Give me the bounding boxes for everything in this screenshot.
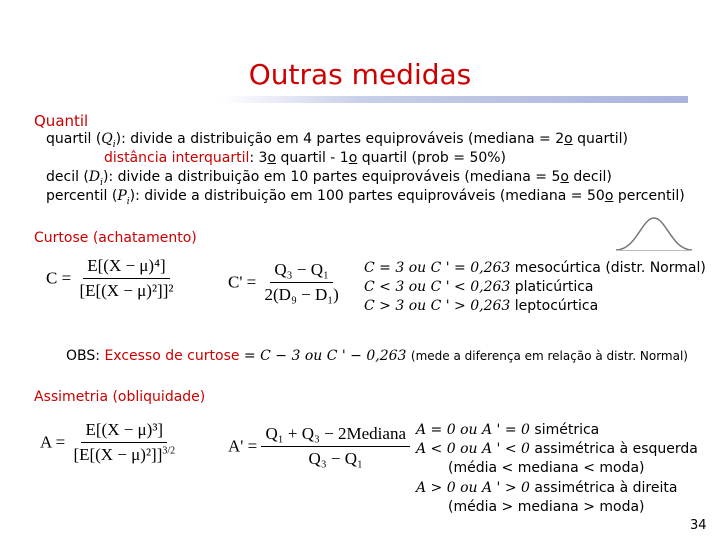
- assimetria-formula-a-fraction: [69, 420, 179, 465]
- curtose-formula-c2-fraction: [261, 260, 343, 305]
- assimetria-formula-a: [40, 420, 179, 465]
- obs-label: OBS:: [66, 348, 105, 364]
- assimetria-condition-1: [416, 422, 599, 438]
- assimetria-condition-3: [416, 480, 677, 496]
- curtose-formula-c2-numerator: Q₃ − Q₁: [270, 260, 333, 283]
- interquartil-line: [104, 150, 506, 166]
- curtose-formula-c2-lhs: C' =: [228, 272, 257, 292]
- percentil-line: [46, 188, 685, 207]
- decil-subscript: i: [100, 177, 104, 188]
- assimetria-condition-1-expr: A = 0 ou A ' = 0: [416, 422, 530, 438]
- assimetria-formula-a-denominator: [69, 443, 179, 465]
- curtose-condition-2-expr: C < 3 ou C ' < 0,263: [364, 279, 511, 295]
- percentil-tail: percentil): [613, 188, 685, 204]
- assimetria-heading: Assimetria (obliquidade): [34, 389, 206, 405]
- quartil-label: quartil (: [46, 131, 102, 147]
- curtose-condition-2-label: platicúrtica: [510, 279, 594, 295]
- assimetria-formula-a2-lhs: A' =: [228, 436, 258, 456]
- curtose-formula-c-numerator: E[(X − μ)⁴]: [83, 256, 169, 279]
- curtose-formula-c-fraction: [75, 256, 177, 301]
- decil-tail: decil): [568, 169, 612, 185]
- assimetria-condition-3-label: assimétrica à direita: [529, 480, 678, 496]
- assimetria-condition-3-expr: A > 0 ou A ' > 0: [416, 480, 530, 496]
- assimetria-condition-2-expr: A < 0 ou A ' < 0: [416, 441, 530, 457]
- assimetria-formula-a2-numerator: Q₁ + Q₃ − 2Mediana: [261, 424, 410, 447]
- curtose-formula-c2: [228, 260, 343, 305]
- decil-symbol: D: [88, 169, 101, 185]
- curtose-condition-3: [364, 298, 598, 314]
- assimetria-condition-3-note: (média > mediana > moda): [448, 499, 645, 515]
- curtose-condition-1: [364, 260, 706, 276]
- quartil-line: [46, 131, 628, 150]
- percentil-label: percentil (: [46, 188, 118, 204]
- normal-curve-icon: [614, 214, 694, 254]
- assimetria-formula-a-denominator-base: [E[(X − μ)²]]: [73, 445, 163, 464]
- curtose-formula-c-denominator: [E[(X − μ)²]]²: [79, 281, 174, 300]
- assimetria-condition-2: [416, 441, 698, 457]
- curtose-condition-1-label: mesocúrtica (distr. Normal): [510, 260, 706, 276]
- quantil-heading: Quantil: [34, 112, 89, 130]
- obs-note: (mede a diferença em relação à distr. Normal): [410, 349, 688, 363]
- assimetria-formula-a2-fraction: [261, 424, 410, 469]
- interquartil-text-a: : 3: [249, 150, 268, 166]
- interquartil-text-c: quartil (prob = 50%): [357, 150, 507, 166]
- interquartil-ordinal-1: o: [267, 150, 277, 166]
- quartil-tail: quartil): [572, 131, 628, 147]
- curtose-formula-c: [46, 256, 177, 301]
- curtose-condition-3-expr: C > 3 ou C ' > 0,263: [364, 298, 511, 314]
- percentil-text: ): divide a distribuição em 100 partes equiprováveis (mediana = 50: [129, 188, 605, 204]
- percentil-subscript: i: [126, 196, 130, 207]
- curtose-heading: Curtose (achatamento): [34, 230, 197, 246]
- decil-ordinal: o: [560, 169, 569, 185]
- interquartil-label: distância interquartil: [104, 150, 250, 166]
- quartil-text: ): divide a distribuição em 4 partes equiprováveis (mediana = 2: [115, 131, 565, 147]
- curtose-condition-3-label: leptocúrtica: [510, 298, 599, 314]
- assimetria-condition-2-note: (média < mediana < moda): [448, 460, 645, 476]
- decil-line: [46, 169, 612, 188]
- page-number: 34: [690, 518, 707, 533]
- decil-text: ): divide a distribuição em 10 partes equiprováveis (mediana = 5: [103, 169, 561, 185]
- interquartil-text-b: quartil - 1: [276, 150, 349, 166]
- quartil-symbol: Q: [101, 131, 113, 147]
- curtose-condition-1-expr: C = 3 ou C ' = 0,263: [364, 260, 511, 276]
- percentil-ordinal: o: [604, 188, 614, 204]
- obs-line: [66, 348, 688, 364]
- assimetria-formula-a-exponent: 3/2: [162, 445, 176, 457]
- assimetria-condition-2-label: assimétrica à esquerda: [529, 441, 698, 457]
- curtose-formula-c2-denominator: 2(D₉ − D₁): [264, 285, 339, 304]
- quartil-ordinal: o: [564, 131, 573, 147]
- assimetria-formula-a-numerator: E[(X − μ)³]: [81, 420, 167, 443]
- assimetria-formula-a-lhs: A =: [40, 432, 66, 452]
- obs-excess-label: Excesso de curtose: [104, 348, 240, 364]
- curtose-condition-2: [364, 279, 594, 295]
- title-underline: [220, 96, 688, 103]
- quartil-subscript: i: [112, 139, 116, 150]
- decil-label: decil (: [46, 169, 89, 185]
- assimetria-condition-1-label: simétrica: [529, 422, 600, 438]
- assimetria-formula-a2: [228, 424, 410, 469]
- interquartil-ordinal-2: o: [348, 150, 358, 166]
- percentil-symbol: P: [117, 188, 127, 204]
- slide-title: Outras medidas: [248, 58, 472, 91]
- curtose-formula-c-lhs: C =: [46, 268, 72, 288]
- obs-formula: = C − 3 ou C ' − 0,263: [239, 348, 411, 364]
- assimetria-formula-a2-denominator: Q₃ − Q₁: [308, 449, 363, 468]
